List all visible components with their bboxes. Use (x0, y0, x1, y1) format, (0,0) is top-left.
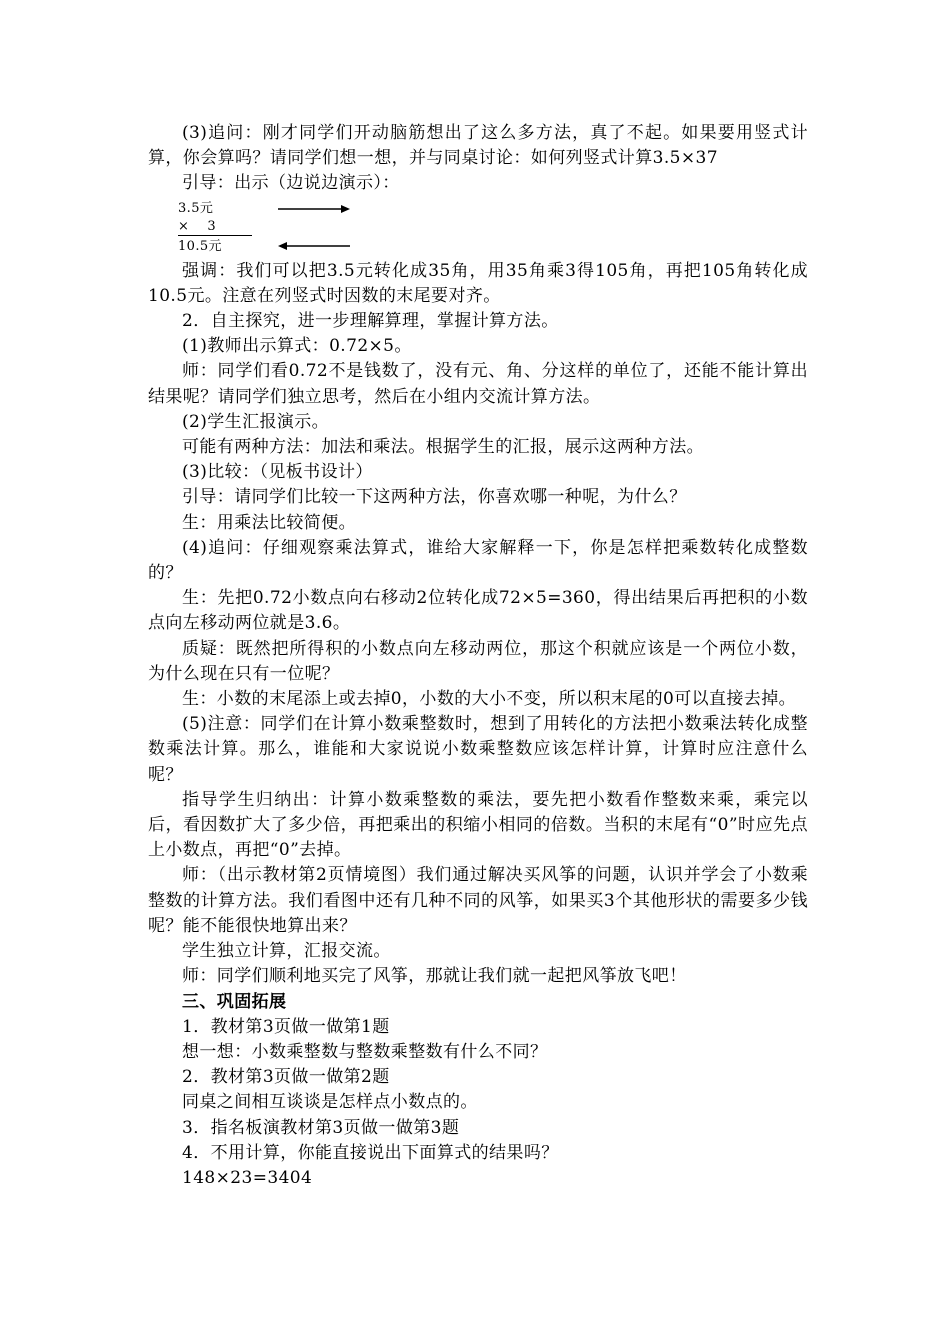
paragraph: 生：先把0.72小数点向右移动2位转化成72×5=360，得出结果后再把积的小数点向左移动两位就是3.6。 (148, 588, 808, 634)
paragraph: 生：小数的末尾添上或去掉0，小数的大小不变，所以积末尾的0可以直接去掉。 (182, 689, 797, 710)
paragraph: 可能有两种方法：加法和乘法。根据学生的汇报，展示这两种方法。 (182, 437, 704, 458)
paragraph: 强调：我们可以把3.5元转化成35角，用35角乘3得105角，再把105角转化成10.5元。注意在列竖式时因数的末尾要对齐。 (148, 260, 808, 306)
paragraph: 引导：出示（边说边演示）： (182, 173, 400, 194)
paragraph: 1．教材第3页做一做第1题 (182, 1016, 390, 1037)
paragraph: 生：用乘法比较简便。 (182, 512, 356, 533)
paragraph: (3)比较：（见板书设计） (182, 462, 373, 483)
paragraph: 同桌之间相互谈谈是怎样点小数点的。 (182, 1092, 478, 1113)
paragraph: 师：同学们顺利地买完了风筝，那就让我们就一起把风筝放飞吧！ (182, 966, 687, 987)
paragraph: 4．不用计算，你能直接说出下面算式的结果吗？ (182, 1142, 559, 1163)
calc-multiplicand: 3.5元 (178, 200, 214, 216)
paragraph: 2．教材第3页做一做第2题 (182, 1067, 390, 1088)
section-heading: 三、巩固拓展 (182, 991, 287, 1012)
paragraph: 引导：请同学们比较一下这两种方法，你喜欢哪一种呢，为什么？ (182, 487, 687, 508)
vertical-calculation (178, 199, 808, 259)
paragraph: (3)追问：刚才同学们开动脑筋想出了这么多方法，真了不起。如果要用竖式计算，你会算吗？请同学们想一想，并与同桌讨论：如何列竖式计算3.5×37 (148, 123, 808, 169)
paragraph: 想一想：小数乘整数与整数乘整数有什么不同？ (182, 1041, 548, 1062)
document-body (148, 121, 808, 1191)
paragraph: 师：（出示教材第2页情境图）我们通过解决买风筝的问题，认识并学会了小数乘整数的计算方法。我们看图中还有几种不同的风筝，如果买3个其他形状的需要多少钱呢？能不能很快地算出来？ (148, 865, 808, 936)
paragraph: 质疑：既然把所得积的小数点向左移动两位，那这个积就应该是一个两位小数，为什么现在只有一位呢？ (148, 638, 808, 684)
paragraph: (1)教师出示算式：0.72×5。 (182, 336, 412, 357)
paragraph: (5)注意：同学们在计算小数乘整数时，想到了用转化的方法把小数乘法转化成整数乘法计算。那么，谁能和大家说说小数乘整数应该怎样计算，计算时应注意什么呢？ (148, 714, 808, 785)
calc-multiplier: × 3 (178, 218, 217, 234)
paragraph: (4)追问：仔细观察乘法算式，谁给大家解释一下，你是怎样把乘数转化成整数的？ (148, 537, 808, 584)
calc-product: 10.5元 (178, 238, 222, 254)
paragraph: 指导学生归纳出：计算小数乘整数的乘法，要先把小数看作整数来乘，乘完以后，看因数扩大了多少倍，再把乘出的积缩小相同的倍数。当积的末尾有“0”时应先点上小数点，再把“0”去掉。 (148, 789, 808, 861)
paragraph: 学生独立计算，汇报交流。 (182, 941, 391, 962)
paragraph: (2)学生汇报演示。 (182, 411, 330, 432)
arrow-right-icon (278, 205, 350, 213)
paragraph: 2．自主探究，进一步理解算理，掌握计算方法。 (182, 311, 559, 332)
paragraph: 师：同学们看0.72不是钱数了，没有元、角、分这样的单位了，还能不能计算出结果呢？请同学们独立思考，然后在小组内交流计算方法。 (148, 361, 808, 407)
paragraph: 148×23=3404 (182, 1167, 313, 1188)
arrow-icons (178, 199, 378, 259)
arrow-left-icon (278, 242, 350, 250)
paragraph: 3．指名板演教材第3页做一做第3题 (182, 1117, 460, 1138)
